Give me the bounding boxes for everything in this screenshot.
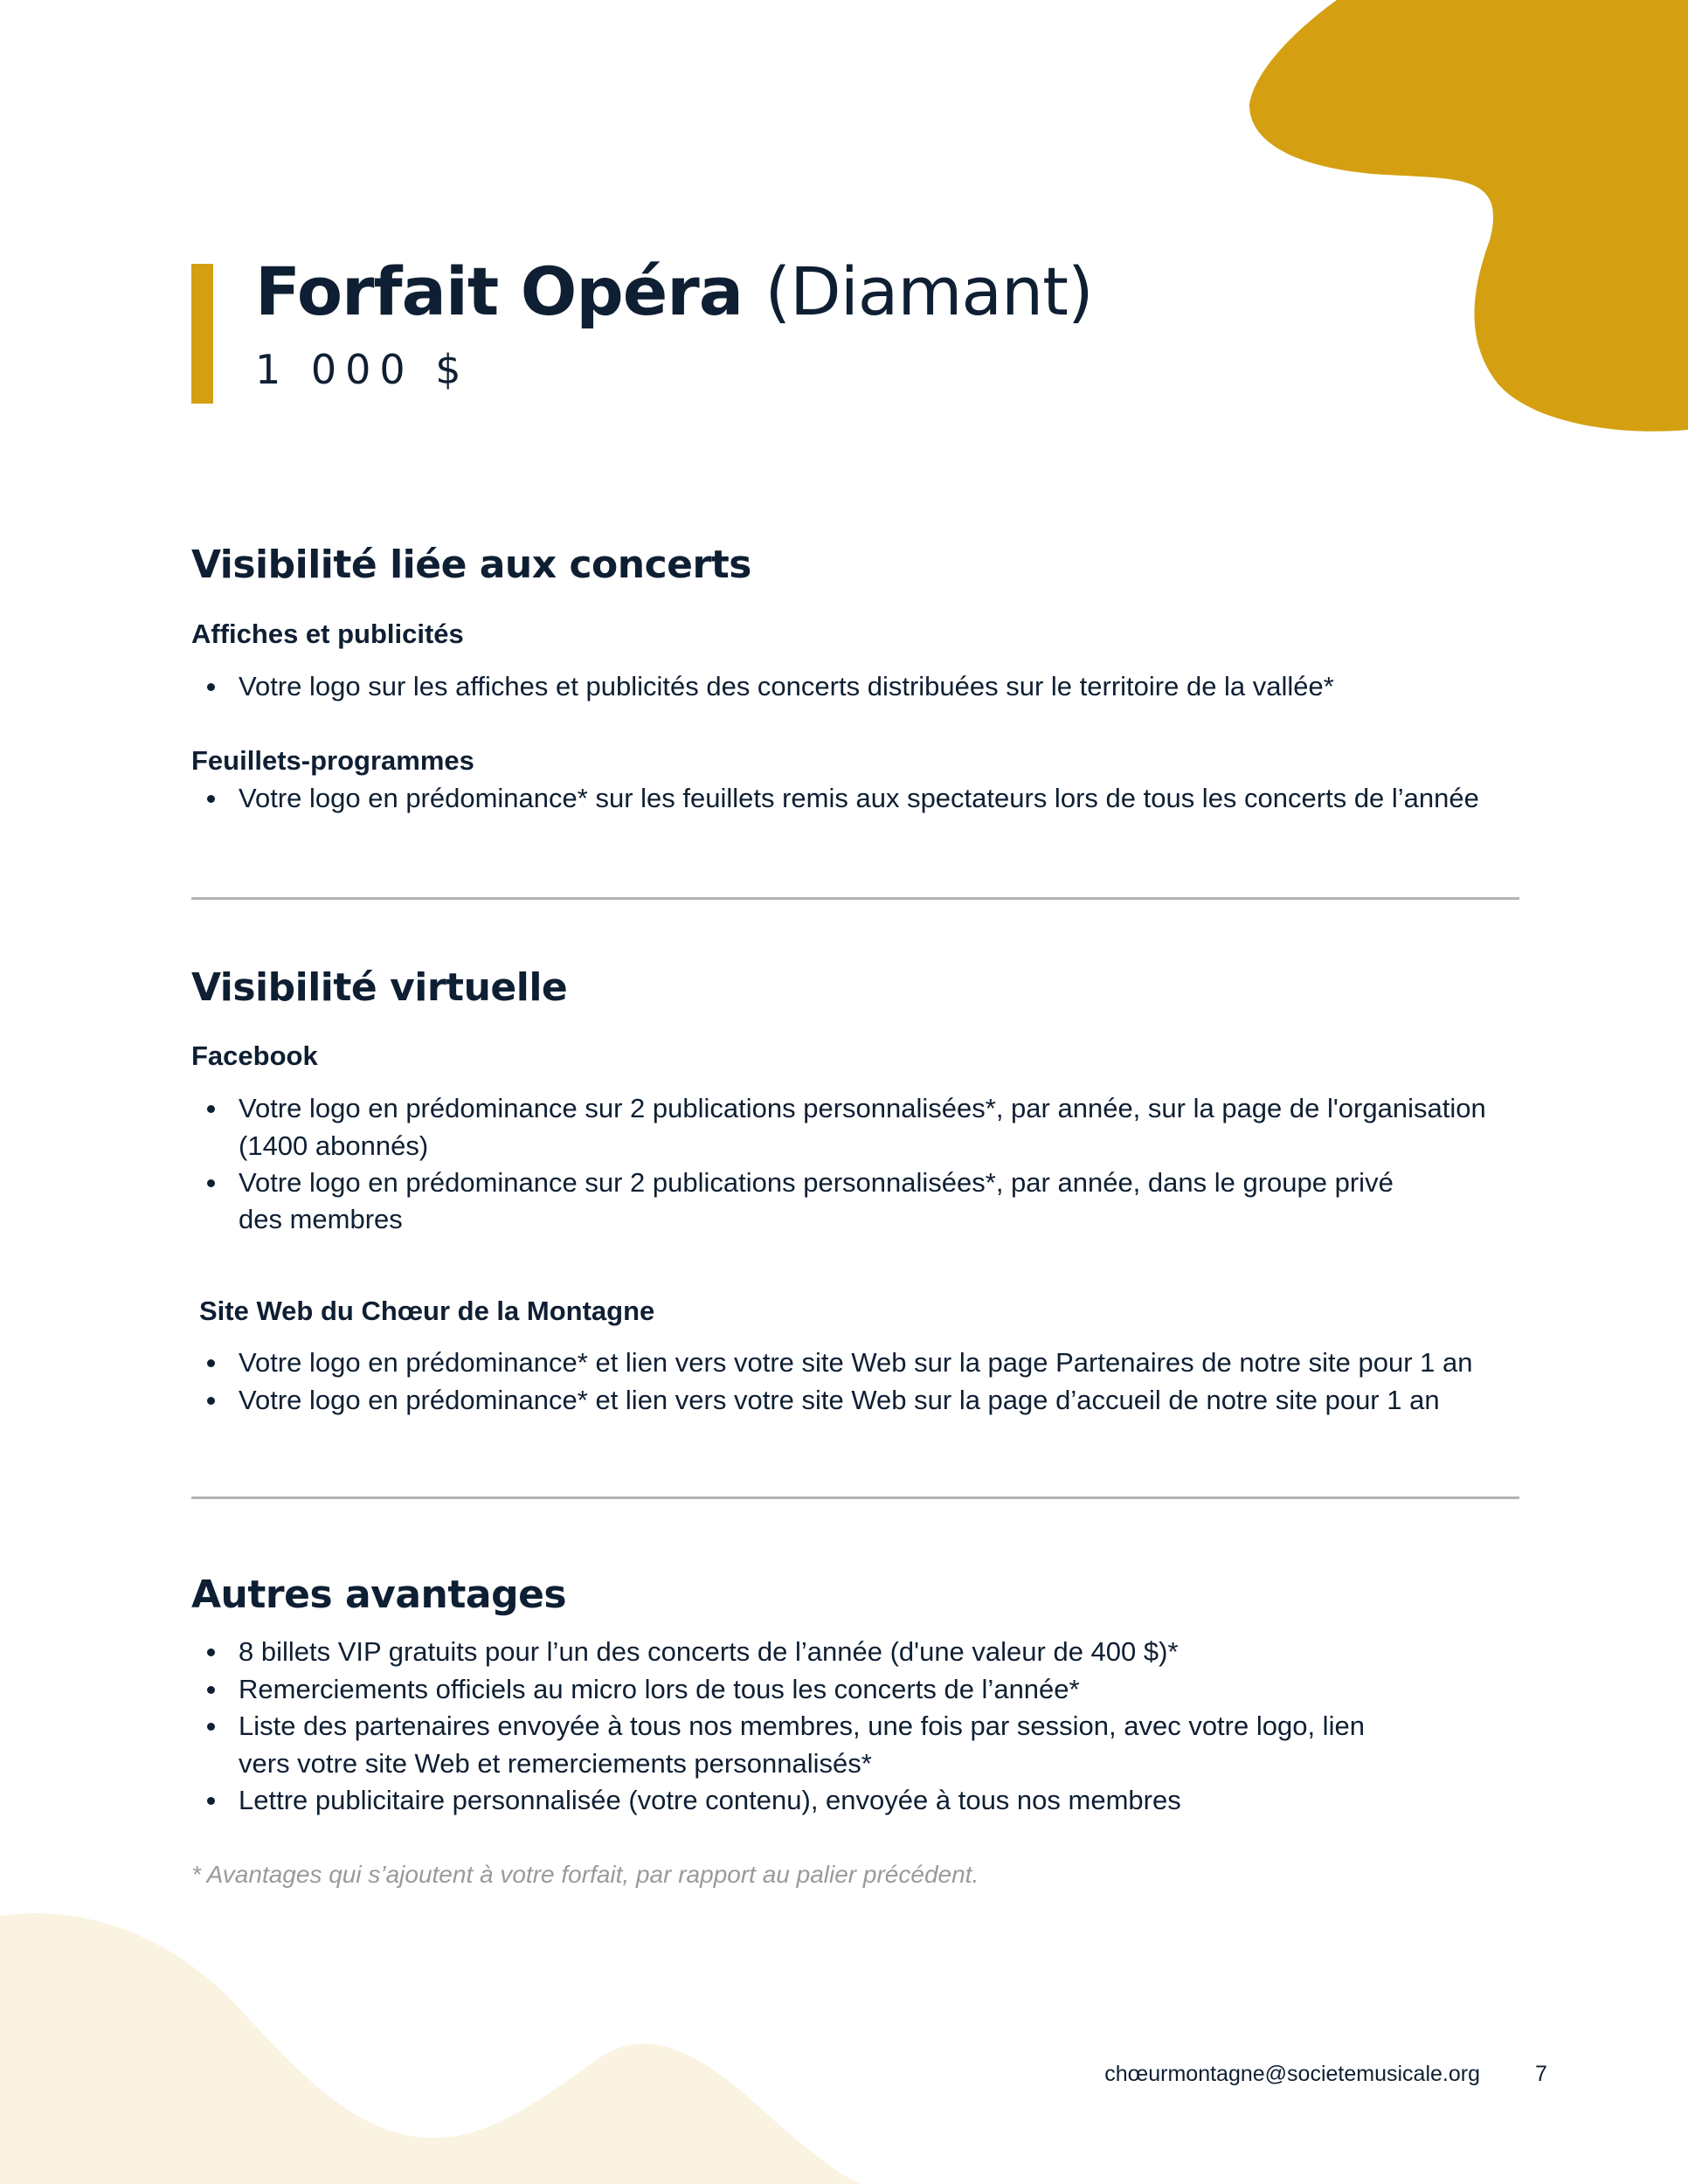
- list-item: 8 billets VIP gratuits pour l’un des concerts de l’année (d'une valeur de 400 $)*: [191, 1634, 1502, 1671]
- list-item: Votre logo sur les affiches et publicités des concerts distribuées sur le territoire de la vallée*: [191, 668, 1528, 706]
- section-title-concerts: Visibilité liée aux concerts: [191, 543, 751, 587]
- section-divider: [191, 1496, 1519, 1499]
- list-item: Remerciements officiels au micro lors de tous les concerts de l’année*: [191, 1671, 1502, 1709]
- subtitle-posters: Affiches et publicités: [191, 619, 464, 649]
- list-posters: [191, 668, 1528, 706]
- title-tier: (Diamant): [764, 252, 1093, 330]
- list-website: [191, 1344, 1528, 1419]
- list-item: Lettre publicitaire personnalisée (votre contenu), envoyée à tous nos membres: [191, 1782, 1502, 1820]
- page-number: 7: [1535, 2062, 1547, 2086]
- title-package-name: Forfait Opéra: [255, 252, 744, 330]
- list-item: Votre logo en prédominance* et lien vers votre site Web sur la page d’accueil de notre site pour 1 an: [191, 1382, 1528, 1420]
- decorative-blob-top: [1241, 0, 1688, 437]
- list-other-benefits: [191, 1634, 1502, 1820]
- list-item: Votre logo en prédominance sur 2 publications personnalisées*, par année, dans le groupe privé: [191, 1165, 1528, 1202]
- list-item: Liste des partenaires envoyée à tous nos membres, une fois par session, avec votre logo, lien vers votre site Web et remerciements personnalisés*: [191, 1708, 1502, 1782]
- list-item: Votre logo en prédominance sur 2 publications personnalisées*, par année, sur la page de l'organisation (1400 abonnés): [191, 1090, 1528, 1165]
- subtitle-facebook: Facebook: [191, 1040, 318, 1071]
- list-item: Votre logo en prédominance* et lien vers votre site Web sur la page Partenaires de notre site pour 1 an: [191, 1344, 1528, 1382]
- subtitle-website: Site Web du Chœur de la Montagne: [199, 1296, 655, 1326]
- footnote: * Avantages qui s’ajoutent à votre forfait, par rapport au palier précédent.: [191, 1861, 979, 1888]
- list-facebook: [191, 1090, 1528, 1202]
- section-title-virtual: Visibilité virtuelle: [191, 965, 568, 1010]
- title-accent-bar: [191, 264, 213, 404]
- section-divider: [191, 897, 1519, 900]
- section-title-other: Autres avantages: [191, 1572, 567, 1617]
- subtitle-programs: Feuillets-programmes: [191, 745, 474, 776]
- package-price: 1 000 $: [255, 346, 470, 393]
- list-programs: [191, 780, 1528, 818]
- decorative-blob-bottom: [0, 1909, 874, 2184]
- page-title: [255, 250, 1093, 334]
- footer-email: chœurmontagne@societemusicale.org: [1104, 2062, 1480, 2086]
- list-item-continuation: des membres: [239, 1204, 403, 1234]
- list-item: Votre logo en prédominance* sur les feuillets remis aux spectateurs lors de tous les concerts de l’année: [191, 780, 1528, 818]
